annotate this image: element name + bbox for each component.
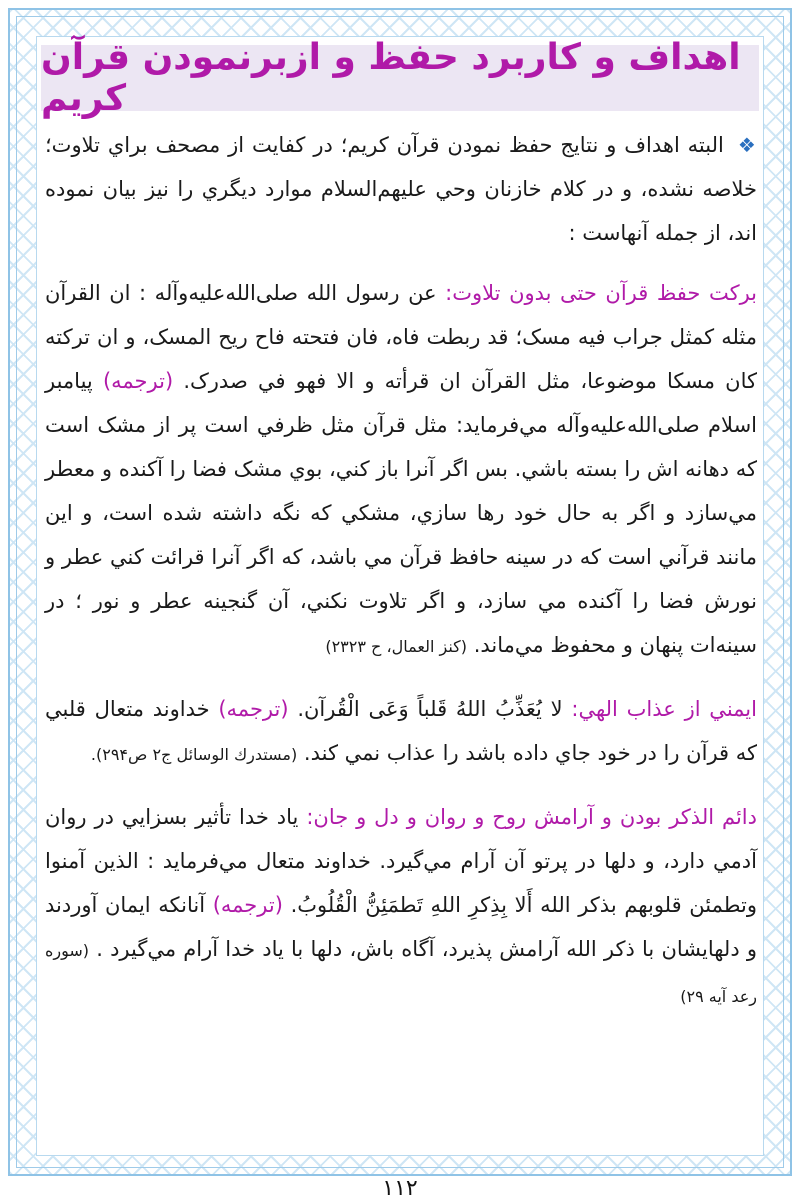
text-content xyxy=(45,123,757,1037)
title-banner xyxy=(41,37,759,119)
section-heading-safety: ايمني از عذاب الهي: xyxy=(571,697,757,721)
source-reference: (سوره رعد آيه ۲۹) xyxy=(45,941,757,1006)
section-heading-remembrance: دائم الذکر بودن و آرامش روح و روان و دل و جان: xyxy=(306,805,757,829)
page-number: ۱۱۲ xyxy=(382,1176,418,1201)
source-reference: (کنز العمال، ح ۲۳۲۳) xyxy=(325,637,468,656)
page-body xyxy=(36,36,764,1156)
hadith-text: عن رسول الله صلی‌الله‌علیه‌وآله : ان القرآن مثله کمثل جراب فيه مسک؛ قد ربطت فاه، فان فتحته فاح ريح المسک، و ان ترکته کان مسکا موضوعا، مثل القرآن ان قرأته و الا فهو في صدرک. xyxy=(45,281,757,393)
translation-text: خداوند متعال قلبي که قرآن را در خود جاي داده باشد را عذاب نمي کند. xyxy=(45,697,757,765)
hadith-text: لا يُعَذِّبُ اللهُ قَلباً وَعَی الْقُرآن. xyxy=(297,697,563,721)
body-text: ياد خدا تأثير بسزايي در روان آدمي دارد، و دلها در پرتو آن آرام مي‌گيرد. خداوند متعال مي‌فرمايد : الذين آمنوا وتطمئن قلوبهم بذکر الله أَلا بِذِکرِ اللهِ تَطمَئِنُّ الْقُلُوبُ. xyxy=(45,805,757,917)
translation-text: پيامبر اسلام صلی‌الله‌علیه‌وآله مي‌فرمايد: مثل قرآن مثل ظرفي است پر از مشک است که دهانه اش را بسته باشي. بس اگر آنرا باز کني، بوي مشک فضا را آکنده و معطر مي‌سازد و اگر به حال خود رها سازي، مشکي که نگه داشته شده است، و اين مانند قرآني است که در سينه حافظ قرآن مي باشد، که اگر آنرا قرائت کني عطر و نورش فضا را آکنده مي سازد، و اگر تلاوت نکني، آن گنجينه عطر و نور ؛ در سينه‌ات پنهان و محفوظ مي‌ماند. xyxy=(45,369,757,657)
translation-tag: (ترجمه) xyxy=(212,893,283,917)
section-remembrance xyxy=(45,795,757,1019)
intro-paragraph xyxy=(45,123,757,255)
diamond-bullet-icon: ❖ xyxy=(737,133,757,157)
page-title: اهداف و کاربرد حفظ و ازبرنمودن قرآن کريم xyxy=(41,37,741,119)
section-safety xyxy=(45,687,757,777)
section-heading-blessing: برکت حفظ قرآن حتی بدون تلاوت: xyxy=(445,281,757,305)
translation-tag: (ترجمه) xyxy=(218,697,289,721)
source-reference: (مستدرك الوسائل ج۲ ص۲۹۴). xyxy=(90,745,298,764)
section-blessing xyxy=(45,271,757,669)
intro-text: البته اهداف و نتايج حفظ نمودن قرآن کريم؛ در کفايت از مصحف براي تلاوت؛ خلاصه نشده، و در کلام خازنان وحي عليهم‌السلام موارد ديگري را نيز بيان نموده اند، از جمله آنهاست : xyxy=(45,133,757,245)
translation-text: آنانکه ايمان آوردند و دلهايشان با ذکر الله آرامش پذيرد، آگاه باش، دلها با ياد خدا آرام مي‌گيرد . xyxy=(45,893,757,961)
translation-tag: (ترجمه) xyxy=(102,369,174,393)
